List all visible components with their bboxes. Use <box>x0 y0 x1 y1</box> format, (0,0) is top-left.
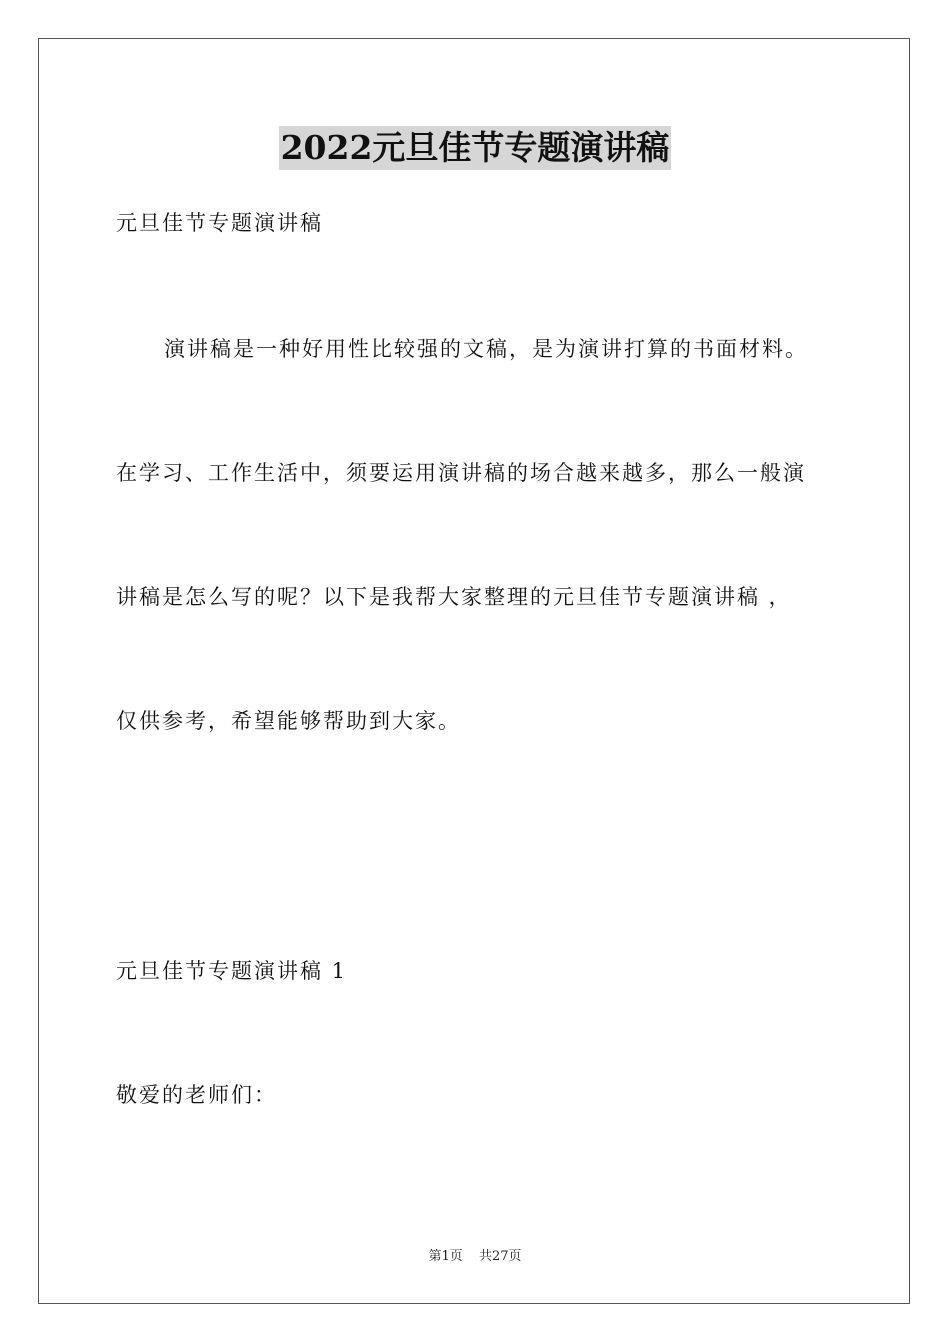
paragraph-line-2: 在学习、工作生活中，须要运用演讲稿的场合越来越多，那么一般演 <box>116 461 806 485</box>
salutation-line: 敬爱的老师们： <box>116 1083 277 1107</box>
paragraph-line-4: 仅供参考，希望能够帮助到大家。 <box>116 709 461 733</box>
paragraph-line-1: 演讲稿是一种好用性比较强的文稿，是为演讲打算的书面材料。 <box>164 337 808 361</box>
page-current: 第1页 <box>428 1249 463 1264</box>
title-wrap <box>0 126 950 170</box>
page-footer <box>0 1248 950 1266</box>
subtitle-line: 元旦佳节专题演讲稿 <box>116 211 323 235</box>
document-title: 2022元旦佳节专题演讲稿 <box>279 126 672 170</box>
page-total: 共27页 <box>478 1249 522 1264</box>
section-heading: 元旦佳节专题演讲稿 1 <box>116 959 348 983</box>
paragraph-line-3: 讲稿是怎么写的呢？以下是我帮大家整理的元旦佳节专题演讲稿 ， <box>116 585 792 609</box>
